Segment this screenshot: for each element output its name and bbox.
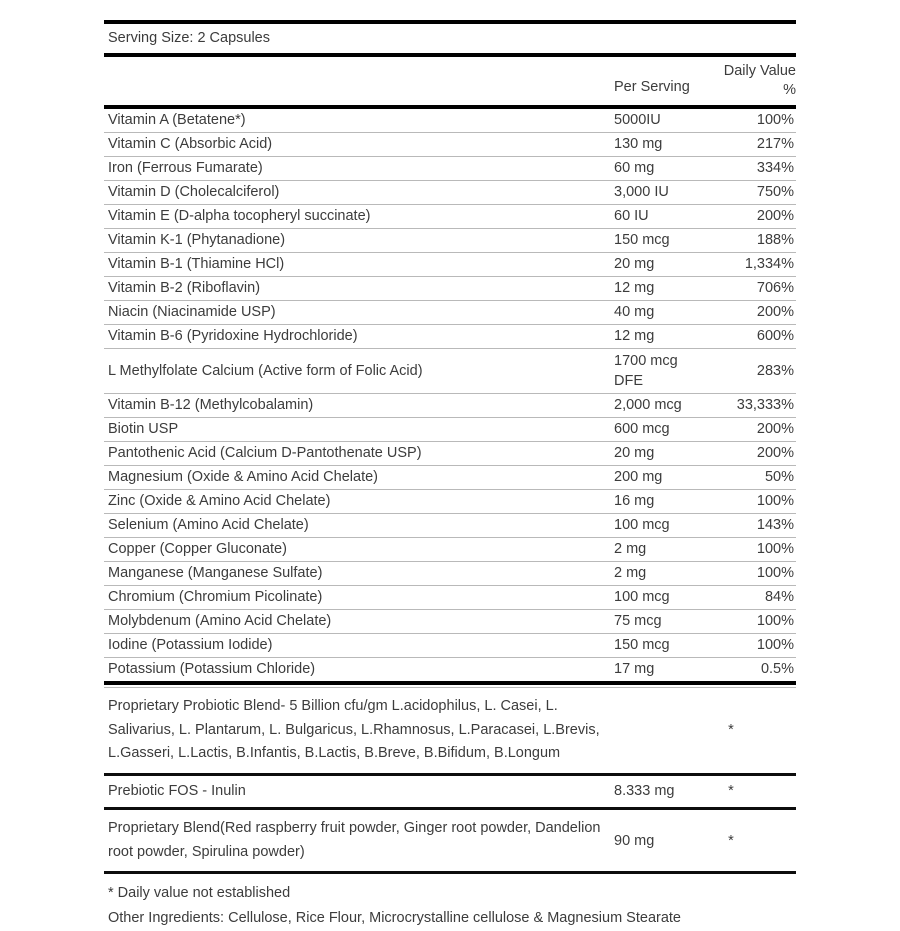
blend-section-top-rule	[104, 681, 796, 688]
nutrient-name: Pantothenic Acid (Calcium D-Pantothenate USP)	[108, 445, 422, 461]
nutrient-daily-value: 100%	[756, 637, 794, 653]
nutrient-daily-value: 100%	[756, 565, 794, 581]
nutrient-name: Molybdenum (Amino Acid Chelate)	[108, 613, 332, 629]
nutrient-amount: 60 IU	[614, 208, 649, 224]
nutrient-name: Vitamin B-1 (Thiamine HCl)	[108, 256, 285, 272]
nutrient-amount: 20 mg	[614, 256, 655, 272]
nutrient-name: Biotin USP	[108, 421, 179, 437]
prebiotic-daily-value: *	[728, 783, 734, 800]
nutrient-row	[104, 205, 796, 228]
nutrient-amount: 17 mg	[614, 661, 655, 677]
column-header-daily-value-unit: %	[783, 82, 796, 98]
nutrient-name: Vitamin D (Cholecalciferol)	[108, 184, 280, 200]
nutrient-row	[104, 181, 796, 204]
other-ingredients-note: Other Ingredients: Cellulose, Rice Flour, Microcrystalline cellulose & Magnesium Stearate	[108, 910, 681, 926]
nutrient-name: Chromium (Chromium Picolinate)	[108, 589, 323, 605]
nutrient-name: Iodine (Potassium Iodide)	[108, 637, 273, 653]
nutrient-amount: 150 mcg	[614, 232, 670, 248]
nutrient-row	[104, 490, 796, 513]
proprietary-blend-amount: 90 mg	[614, 832, 655, 849]
nutrient-name: L Methylfolate Calcium (Active form of Folic Acid)	[108, 362, 423, 379]
nutrient-name: Vitamin B-6 (Pyridoxine Hydrochloride)	[108, 328, 358, 344]
nutrient-amount: 2 mg	[614, 541, 647, 557]
nutrient-daily-value: 283%	[756, 362, 794, 379]
nutrient-name: Vitamin A (Betatene*)	[108, 112, 246, 128]
nutrient-row	[104, 277, 796, 300]
nutrient-row	[104, 586, 796, 609]
nutrient-daily-value: 200%	[756, 421, 794, 437]
nutrient-amount: 75 mcg	[614, 613, 662, 629]
nutrient-daily-value: 200%	[756, 208, 794, 224]
nutrient-row	[104, 466, 796, 489]
nutrient-name: Copper (Copper Gluconate)	[108, 541, 287, 557]
nutrient-row	[104, 634, 796, 657]
nutrient-row	[104, 442, 796, 465]
nutrient-row	[104, 157, 796, 180]
nutrient-amount: 150 mcg	[614, 637, 670, 653]
nutrient-daily-value: 600%	[756, 328, 794, 344]
nutrient-row	[104, 610, 796, 633]
nutrient-amount: 20 mg	[614, 445, 655, 461]
column-header-daily-value: Daily Value	[723, 63, 796, 79]
nutrient-row	[104, 301, 796, 324]
prebiotic-row	[104, 776, 796, 808]
prebiotic-text: Prebiotic FOS - Inulin	[108, 782, 246, 799]
proprietary-blend-daily-value: *	[728, 832, 734, 849]
nutrient-amount: 200 mg	[614, 469, 663, 485]
nutrient-amount: 1700 mcg DFE	[614, 353, 678, 389]
nutrient-row	[104, 325, 796, 348]
nutrient-daily-value: 750%	[756, 184, 794, 200]
nutrient-row	[104, 658, 796, 681]
nutrient-daily-value: 0.5%	[760, 661, 794, 677]
nutrient-daily-value: 33,333%	[736, 397, 794, 413]
nutrient-row	[104, 418, 796, 441]
nutrient-amount: 60 mg	[614, 160, 655, 176]
nutrient-amount: 12 mg	[614, 328, 655, 344]
nutrient-name: Selenium (Amino Acid Chelate)	[108, 517, 309, 533]
nutrient-name: Vitamin B-2 (Riboflavin)	[108, 280, 261, 296]
nutrient-name: Vitamin B-12 (Methylcobalamin)	[108, 397, 314, 413]
column-header-row	[104, 57, 796, 105]
nutrient-daily-value: 217%	[756, 136, 794, 152]
nutrient-amount: 12 mg	[614, 280, 655, 296]
nutrient-amount: 100 mcg	[614, 589, 670, 605]
prebiotic-amount: 8.333 mg	[614, 783, 675, 800]
nutrient-name: Potassium (Potassium Chloride)	[108, 661, 316, 677]
nutrient-daily-value: 1,334%	[744, 256, 794, 272]
nutrient-name: Vitamin E (D-alpha tocopheryl succinate)	[108, 208, 371, 224]
nutrient-daily-value: 50%	[764, 469, 794, 485]
probiotic-blend-row	[104, 688, 796, 773]
serving-size-row	[104, 24, 796, 53]
nutrient-amount: 16 mg	[614, 493, 655, 509]
daily-value-note: * Daily value not established	[108, 885, 291, 901]
probiotic-blend-daily-value: *	[728, 722, 734, 739]
nutrient-daily-value: 706%	[756, 280, 794, 296]
nutrient-row	[104, 562, 796, 585]
nutrient-daily-value: 100%	[756, 493, 794, 509]
column-header-per-serving: Per Serving	[614, 79, 690, 95]
nutrient-amount: 2,000 mcg	[614, 397, 682, 413]
nutrient-name: Zinc (Oxide & Amino Acid Chelate)	[108, 493, 331, 509]
nutrient-row	[104, 133, 796, 156]
nutrient-row	[104, 349, 796, 393]
nutrient-row	[104, 109, 796, 132]
footnotes	[104, 874, 796, 931]
nutrient-name: Niacin (Niacinamide USP)	[108, 304, 276, 320]
nutrient-daily-value: 200%	[756, 304, 794, 320]
serving-size-label: Serving Size: 2 Capsules	[108, 30, 270, 46]
nutrient-daily-value: 100%	[756, 613, 794, 629]
nutrient-daily-value: 84%	[764, 589, 794, 605]
nutrient-amount: 5000IU	[614, 112, 661, 128]
nutrient-name: Vitamin C (Absorbic Acid)	[108, 136, 273, 152]
nutrient-row	[104, 394, 796, 417]
nutrient-row	[104, 253, 796, 276]
nutrient-daily-value: 200%	[756, 445, 794, 461]
proprietary-blend-row	[104, 810, 796, 871]
supplement-facts-panel	[104, 20, 796, 931]
nutrient-daily-value: 334%	[756, 160, 794, 176]
nutrient-amount: 130 mg	[614, 136, 663, 152]
nutrient-table-body	[104, 109, 796, 681]
nutrient-amount: 2 mg	[614, 565, 647, 581]
nutrient-amount: 100 mcg	[614, 517, 670, 533]
probiotic-blend-text: Proprietary Probiotic Blend- 5 Billion cfu/gm L.acidophilus, L. Casei, L. Salivarius, L. Plantarum, L. Bulgaricus, L.Rhamnosus, L.Paracasei, L.Brevis, L.Gasseri, L.Lactis, B.Infantis, B.Lactis, B.Breve, B.Bifidum, B.Longum	[108, 698, 600, 761]
nutrient-name: Manganese (Manganese Sulfate)	[108, 565, 323, 581]
nutrient-daily-value: 100%	[756, 541, 794, 557]
nutrient-amount: 600 mcg	[614, 421, 670, 437]
nutrient-name: Vitamin K-1 (Phytanadione)	[108, 232, 286, 248]
proprietary-blend-text: Proprietary Blend(Red raspberry fruit powder, Ginger root powder, Dandelion root powder, Spirulina powder)	[108, 820, 601, 860]
nutrient-row	[104, 229, 796, 252]
nutrient-daily-value: 188%	[756, 232, 794, 248]
nutrient-amount: 40 mg	[614, 304, 655, 320]
nutrient-daily-value: 143%	[756, 517, 794, 533]
nutrient-name: Magnesium (Oxide & Amino Acid Chelate)	[108, 469, 378, 485]
nutrient-row	[104, 514, 796, 537]
nutrient-daily-value: 100%	[756, 112, 794, 128]
nutrient-row	[104, 538, 796, 561]
nutrient-amount: 3,000 IU	[614, 184, 669, 200]
nutrient-name: Iron (Ferrous Fumarate)	[108, 160, 263, 176]
